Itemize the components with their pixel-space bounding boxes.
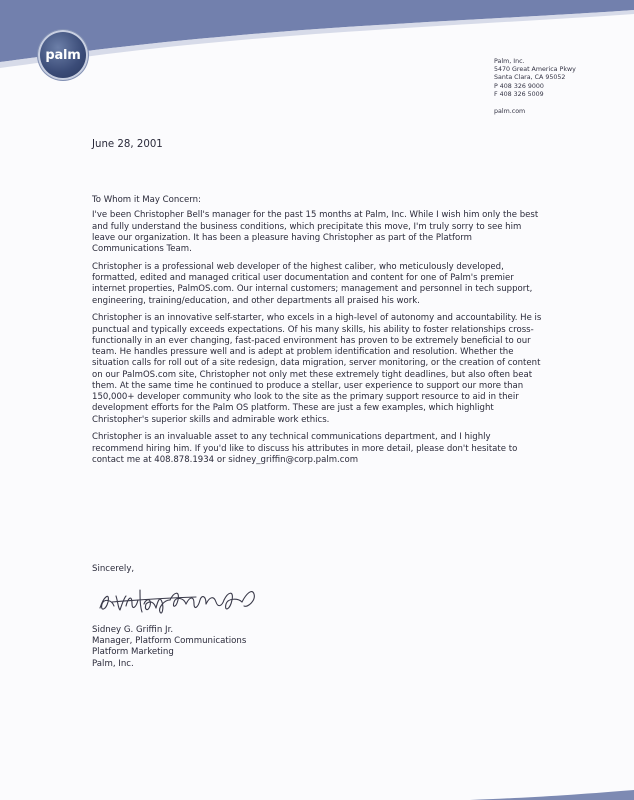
palm-logo [38, 30, 88, 80]
salutation: To Whom it May Concern: [92, 195, 201, 205]
company-website[interactable]: palm.com [494, 108, 526, 116]
signer-department: Platform Marketing [92, 647, 174, 658]
paragraph-3: Christopher is an innovative self-starter, who excels in a high-level of autonomy and accountability. He is punctual and typically exceeds expectations. Of his many skills, his ability to foster relationships cross-functionally in an ever changing, fast-paced environment has proven to be extremely beneficial to our team. He handles pressure well and is adept at problem identification and resolution. Whether the situation calls for roll out of a site redesign, data migration, server monitoring, or the creation of content on our PalmOS.com site, Christopher not only met these extremely tight deadlines, but also often beat them. At the same time he continued to produce a stellar, user experience to support our more than 150,000+ developer community who look to the site as the primary support resource to aid in their development efforts for the Palm OS platform. These are just a few examples, which highlight Christopher's superior skills and admirable work ethics. [92, 313, 542, 425]
paragraph-2: Christopher is a professional web developer of the highest caliber, who meticulously developed, formatted, edited and managed critical user documentation and content for one of Palm's premier internet properties, PalmOS.com. Our internal customers; management and personnel in tech support, engineering, training/education, and other departments all praised his work. [92, 261, 533, 306]
letter-date: June 28, 2001 [92, 139, 163, 150]
company-fax: F 408 326 5009 [494, 90, 544, 98]
footer-band [0, 770, 634, 800]
handwritten-signature [96, 582, 266, 618]
signer-name: Sidney G. Griffin Jr. [92, 625, 174, 635]
company-address [494, 58, 576, 116]
signer-title: Manager, Platform Communications [92, 636, 247, 647]
company-street: 5470 Great America Pkwy [494, 66, 576, 74]
letter-body [92, 195, 544, 473]
signer-company: Palm, Inc. [92, 658, 134, 669]
closing: Sincerely, [92, 564, 135, 574]
company-phone: P 408 326 9000 [494, 82, 544, 90]
paragraph-4: Christopher is an invaluable asset to any technical communications department, and I highly recommend hiring him. If you'd like to discuss his attributes in more detail, please don't hesitate to contact me at 408.878.1934 or sidney_griffin@corp.palm.com [92, 432, 518, 465]
company-city: Santa Clara, CA 95052 [494, 74, 566, 82]
company-name: Palm, Inc. [494, 58, 525, 65]
logo-text: palm [45, 47, 81, 63]
signer-block [92, 625, 246, 670]
paragraph-1: I've been Christopher Bell's manager for the past 15 months at Palm, Inc. While I wish him only the best and fully understand the business conditions, which precipitate this move, I'm truly sorry to see him leave our organization. It has been a pleasure having Christopher as part of the Platform Communications Team. [92, 210, 539, 254]
